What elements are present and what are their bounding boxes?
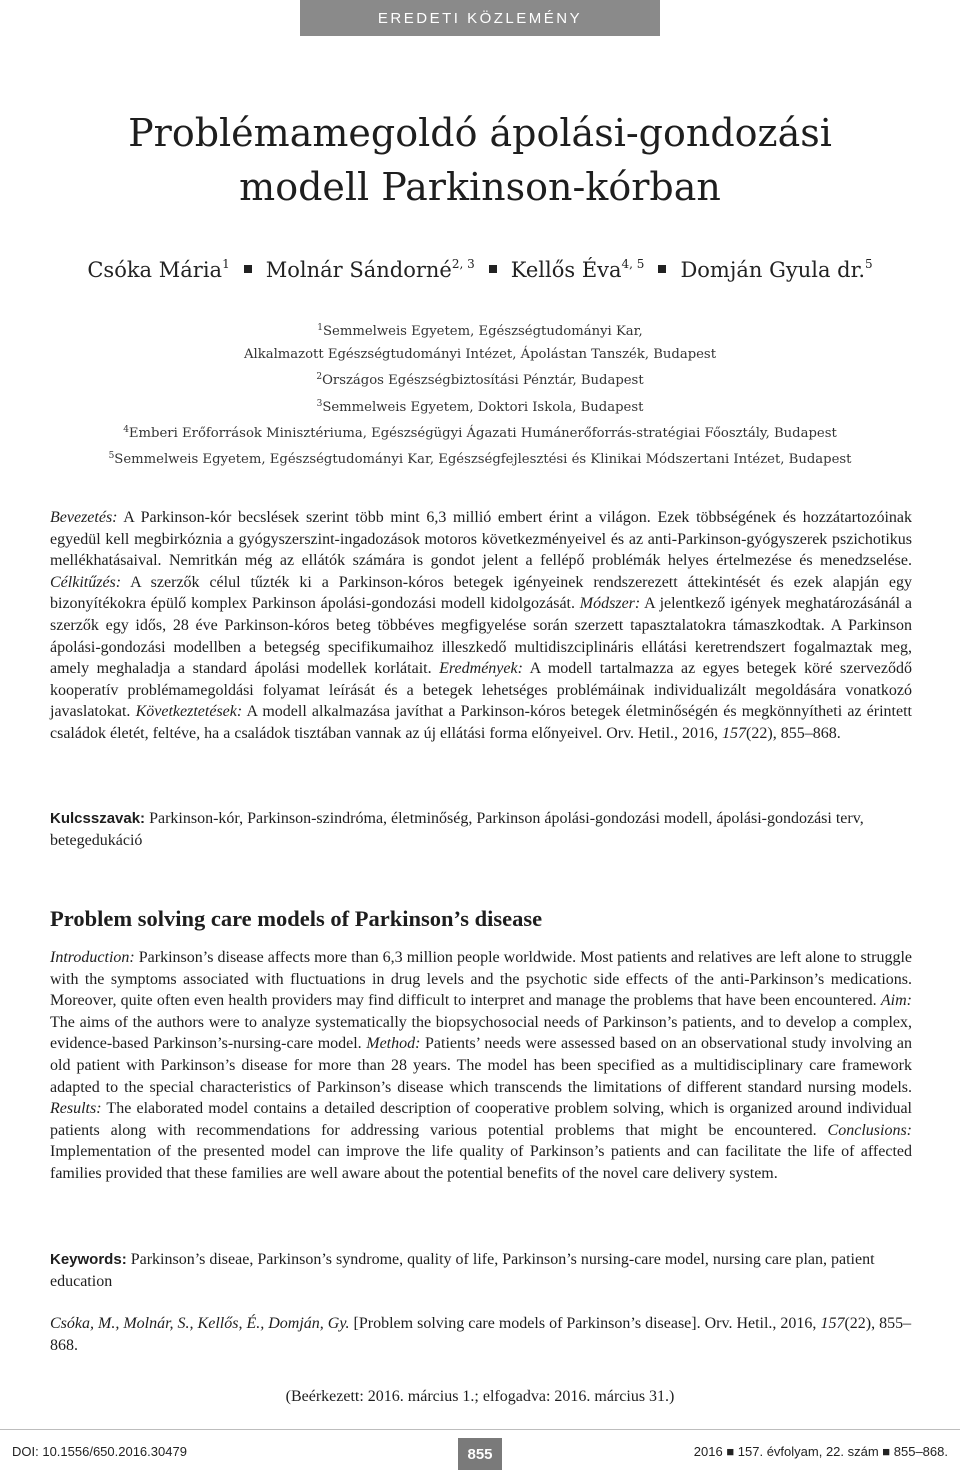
citation-issue-pages: (22), 855–868. <box>50 1315 912 1354</box>
abstract-text: Parkinson’s disease affects more than 6,3 million people worldwide. Most patients and relatives are left alone to struggle with the symptoms associated with fluctuations in drug levels and the psychotic side effects of the anti-Parkinson’s medications. Moreover, quite often even health providers may find difficult to interpret and manage the problems that have been encountered. <box>50 949 912 1010</box>
affiliation-1-cont: Alkalmazott Egészségtudományi Intézet, Ápolástan Tanszék, Budapest <box>243 347 717 363</box>
abstract-hungarian <box>50 507 912 745</box>
author-affiliation-ref: 2, 3 <box>451 257 475 271</box>
footer-divider <box>0 1429 960 1430</box>
abstract-label-conclusions: Conclusions: <box>827 1121 912 1139</box>
abstract-text: A Parkinson-kór becslések szerint több mint 6,3 millió embert érint a világon. Ezek többségének és hozzátartozóinak egyedül kell megbirkóznia a gyógyszerszint-ingadozások motoros következményeivel és az anti-Parkinson-gyógyszerek pszichotikus mellékhatásaival. Nemritkán még az ellátók számára is gondot jelent a fellépő problémák helyes értelmezése és menedzselése. <box>50 509 912 570</box>
affiliation-number: 5 <box>108 451 115 462</box>
author-affiliation-ref: 5 <box>865 257 873 271</box>
affiliation-5 <box>0 445 960 471</box>
citation-authors: Csóka, M., Molnár, S., Kellős, É., Domján, Gy. <box>50 1315 350 1332</box>
citation-volume: 157 <box>820 1315 845 1332</box>
affiliation-number: 3 <box>316 398 323 409</box>
affiliation-number: 4 <box>123 424 129 435</box>
affiliation-text: Semmelweis Egyetem, Egészségtudományi Kar, <box>323 324 643 339</box>
author-affiliation-ref: 1 <box>222 257 230 271</box>
affiliation-list <box>0 317 960 471</box>
article-title <box>0 106 960 214</box>
affiliation-1 <box>0 317 960 343</box>
abstract-text: A jelentkező igények meghatározásánál a szerzők egy idős, 28 éve Parkinson-kóros beteg többéves megfigyelése során szerzett tapasztalatokra támaszkodtak. A Parkinson ápolási-gondozási modellben a betegség specifikumaihoz illeszkedő multidiszciplináris ellátási keretrendszert fogalmaztak meg, amely meghaladja a standard ápolási modellek korlátait. <box>50 595 912 678</box>
affiliation-number: 1 <box>317 323 323 333</box>
abstract-english <box>50 947 912 1185</box>
title-line-2: modell Parkinson-kórban <box>239 165 721 209</box>
abstract-text: The aims of the authors were to analyze systematically the biopsychosocial needs of Parkinson’s patients, and to develop a complex, evidence-based Parkinson’s-nursing-care model. <box>50 1013 912 1053</box>
received-dates: (Beérkezett: 2016. március 1.; elfogadva: 2016. március 31.) <box>285 1388 675 1405</box>
affiliation-text: Emberi Erőforrások Minisztériuma, Egészségügyi Ágazati Humánerőforrás-stratégiai Főosztály, Budapest <box>128 425 837 441</box>
abstract-text: A szerzők célul tűzték ki a Parkinson-kóros betegek igényeinek rendszerezett áttekintését és ezek alapján egy bizonyítékokra épülő komplex Parkinson ápolási-gondozási modell kidolgozását. <box>50 573 912 613</box>
doi-link[interactable]: DOI: 10.1556/650.2016.30479 <box>12 1444 187 1459</box>
author-name: Kellős Éva <box>510 258 622 282</box>
abstract-label-intro: Introduction: <box>50 949 135 966</box>
affiliation-text: Semmelweis Egyetem, Doktori Iskola, Budapest <box>322 399 644 415</box>
abstract-label-aim: Aim: <box>880 992 912 1010</box>
abstract-text: Implementation of the presented model can improve the life quality of Parkinson’s patients and can facilitate the life of affected families provided that these families are well aware about the potential benefits of the novel care delivery system. <box>50 1143 912 1182</box>
author-affiliation-ref: 4, 5 <box>621 257 645 271</box>
citation <box>50 1313 912 1356</box>
keywords-hungarian <box>50 808 912 851</box>
keywords-text: Parkinson’s diseae, Parkinson’s syndrome, quality of life, Parkinson’s nursing-care model, nursing care plan, patient education <box>50 1251 875 1290</box>
separator-square-icon <box>244 265 252 273</box>
separator-square-icon <box>658 265 666 273</box>
author-name: Molnár Sándorné <box>265 258 452 282</box>
abstract-text: Patients’ needs were assessed based on an observational study involving an old patient with Parkinson’s disease for more than 28 years. The model has been specified as a multidisciplinary care framework adapted to the special characteristics of Parkinson’s disease which transcends the limitations of different standard nursing models. <box>50 1035 912 1096</box>
separator-square-icon <box>489 265 497 273</box>
keywords-english <box>50 1249 912 1292</box>
english-title: Problem solving care models of Parkinson’s disease <box>50 906 543 931</box>
affiliation-2 <box>0 366 960 392</box>
section-label: EREDETI KÖZLEMÉNY <box>300 0 660 36</box>
author-name: Domján Gyula dr. <box>680 258 866 282</box>
abstract-label-results: Eredmények: <box>439 660 523 678</box>
abstract-label-aim: Célkitűzés: <box>50 573 122 591</box>
journal-volume: 157 <box>722 724 747 742</box>
affiliation-3 <box>0 393 960 419</box>
journal-info: 2016 ■ 157. évfolyam, 22. szám ■ 855–868. <box>693 1444 948 1459</box>
abstract-label-conclusions: Következtetések: <box>135 703 243 721</box>
keywords-label: Kulcsszavak: <box>50 810 146 827</box>
page-number: 855 <box>458 1438 502 1470</box>
abstract-label-method: Method: <box>366 1035 421 1053</box>
affiliation-text: Semmelweis Egyetem, Egészségtudományi Kar, Egészségfejlesztési és Klinikai Módszertani Intézet, Budapest <box>114 452 852 468</box>
affiliation-text: Országos Egészségbiztosítási Pénztár, Budapest <box>322 373 644 389</box>
abstract-label-intro: Bevezetés: <box>50 509 118 526</box>
keywords-label: Keywords: <box>50 1251 127 1268</box>
abstract-label-method: Módszer: <box>579 595 641 613</box>
author-name: Csóka Mária <box>87 258 223 282</box>
title-line-1: Problémamegoldó ápolási-gondozási <box>128 111 832 155</box>
author-list <box>0 257 960 282</box>
citation-text: [Problem solving care models of Parkinson’s disease]. Orv. Hetil., 2016, <box>349 1315 821 1332</box>
abstract-text: A modell alkalmazása javíthat a Parkinson-kóros betegek életminőségén és megkönnyítheti az érintett családok életét, feltéve, ha a családok tisztában vannak az új ellátási forma előnyeivel. Orv. Hetil., 2016, <box>50 703 912 742</box>
abstract-text: A modell tartalmazza az egyes betegek köré szerveződő kooperatív problémamegoldási folyamat leírását és a betegek lehetséges problémáinak individualizált megoldására vonatkozó javaslatokat. <box>50 660 913 721</box>
journal-issue-pages: (22), 855–868. <box>746 724 841 742</box>
abstract-label-results: Results: <box>50 1100 102 1118</box>
affiliation-number: 2 <box>316 372 323 383</box>
affiliation-4 <box>0 419 960 445</box>
keywords-text: Parkinson-kór, Parkinson-szindróma, életminőség, Parkinson ápolási-gondozási modell, ápolási-gondozási terv, betegedukáció <box>50 810 864 849</box>
abstract-text: The elaborated model contains a detailed description of cooperative problem solving, which is organized around individual patients along with recommendations for addressing various potential problems that might be encountered. <box>50 1100 912 1139</box>
